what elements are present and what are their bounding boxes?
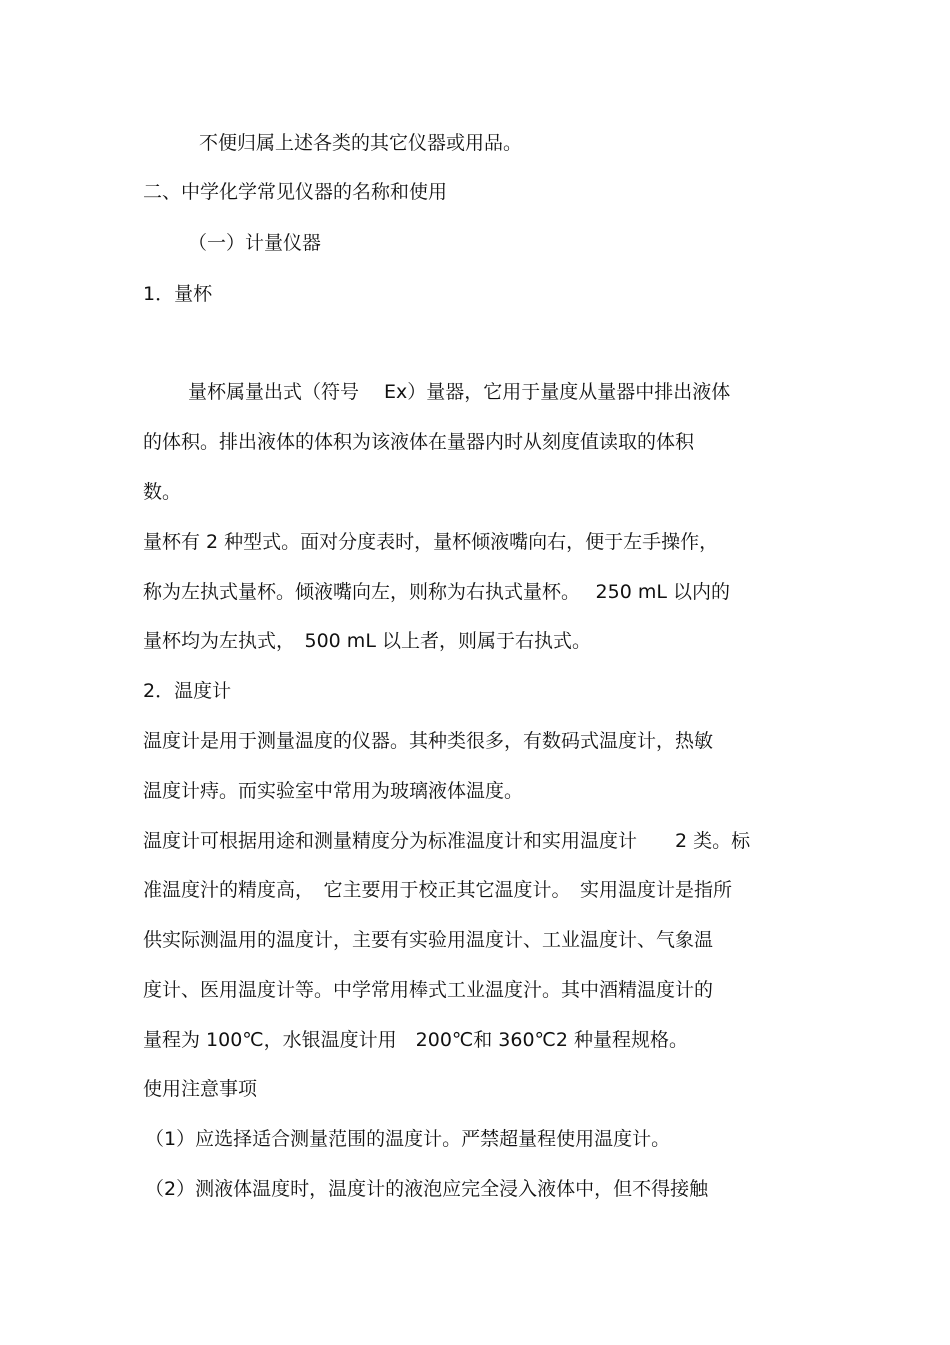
paragraph-line-thermometer-3: 温度计可根据用途和测量精度分为标准温度计和实用温度计 2 类。标 <box>143 830 751 852</box>
paragraph-line-cup-1: 量杯属量出式（符号 Ex）量器，它用于量度从量器中排出液体 <box>188 381 731 403</box>
paragraph-line-thermometer-4: 准温度汁的精度高， 它主要用于校正其它温度计。 实用温度计是指所 <box>143 879 733 901</box>
usage-note-2: （2）测液体温度时，温度计的液泡应完全浸入液体中，但不得接触 <box>145 1178 709 1200</box>
paragraph-line-thermometer-2: 温度计痔。而实验室中常用为玻璃液体温度。 <box>143 780 524 802</box>
usage-note-1: （1）应选择适合测量范围的温度计。严禁超量程使用温度计。 <box>145 1128 671 1150</box>
paragraph-line-cup-types-2: 称为左执式量杯。倾液嘴向左，则称为右执式量杯。 250 mL 以内的 <box>143 581 730 603</box>
item-heading-measuring-cup: 1．量杯 <box>143 283 213 305</box>
paragraph-line-thermometer-5: 供实际测温用的温度计，主要有实验用温度计、工业温度计、气象温 <box>143 929 714 951</box>
subsection-heading-measuring-instruments: （一）计量仪器 <box>188 232 322 254</box>
paragraph-line-cup-types-3: 量杯均为左执式， 500 mL 以上者，则属于右执式。 <box>143 630 591 652</box>
heading-usage-notes: 使用注意事项 <box>143 1078 258 1100</box>
paragraph-line-cup-types-1: 量杯有 2 种型式。面对分度表时，量杯倾液嘴向右，便于左手操作， <box>143 531 719 553</box>
paragraph-line-cup-2: 的体积。排出液体的体积为该液体在量器内时从刻度值读取的体积 <box>143 431 695 453</box>
paragraph-line-cup-3: 数。 <box>143 481 182 503</box>
item-heading-thermometer: 2．温度计 <box>143 680 232 702</box>
paragraph-line-thermometer-1: 温度计是用于测量温度的仪器。其种类很多，有数码式温度计，热敏 <box>143 730 714 752</box>
section-heading-common-instruments: 二、中学化学常见仪器的名称和使用 <box>143 181 448 203</box>
paragraph-line-thermometer-6: 度计、医用温度计等。中学常用棒式工业温度汁。其中酒精温度计的 <box>143 979 714 1001</box>
paragraph-line-thermometer-7: 量程为 100℃，水银温度计用 200℃和 360℃2 种量程规格。 <box>143 1029 689 1051</box>
text-line-other-instruments: 不便归属上述各类的其它仪器或用品。 <box>199 132 523 154</box>
